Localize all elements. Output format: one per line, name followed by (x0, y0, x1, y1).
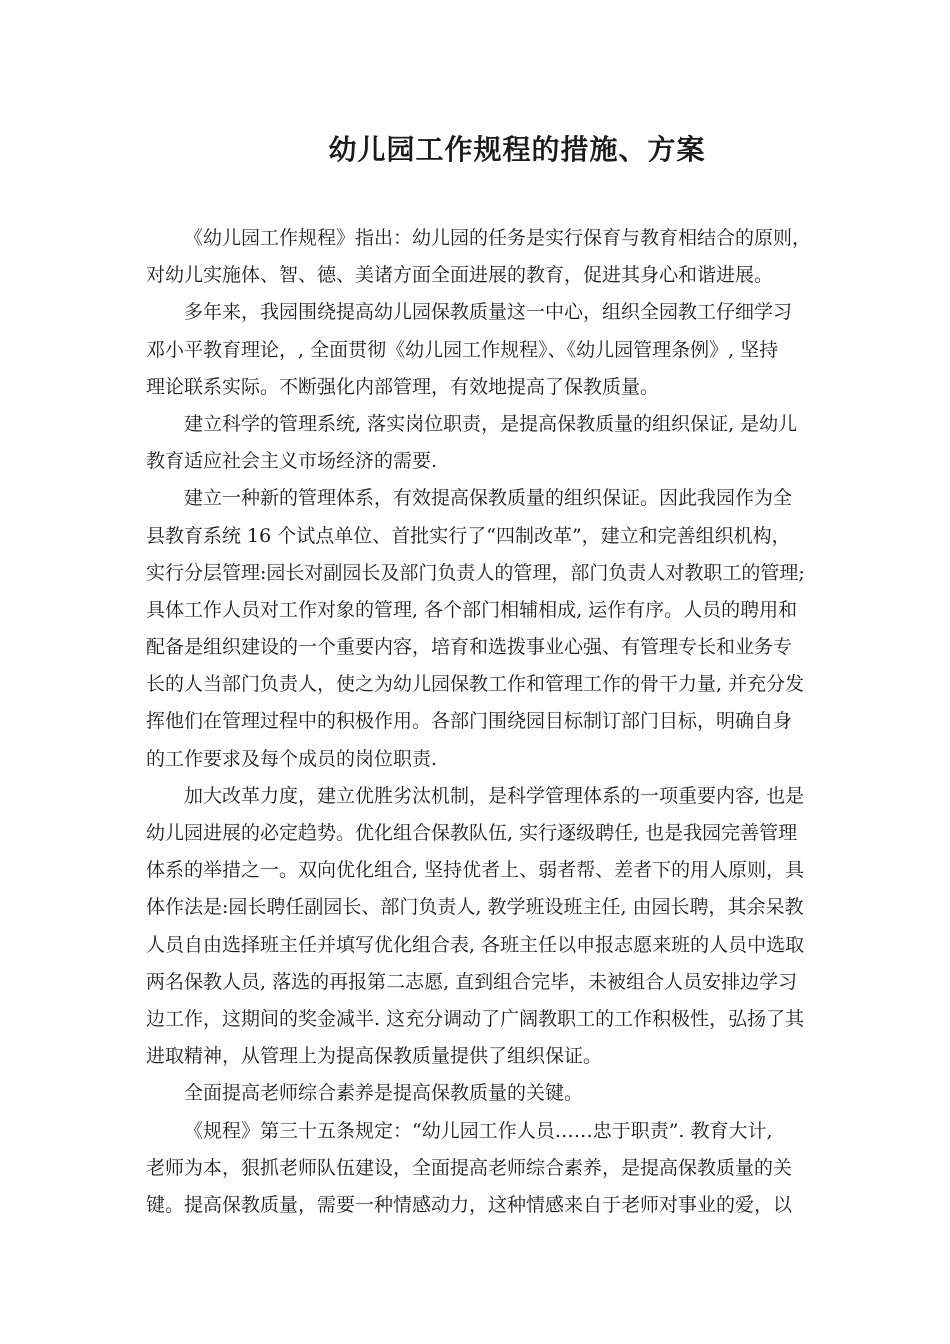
text-line: 多年来，我园围绕提高幼儿园保教质量这一中心，组织全园教工仔细学习 (184, 301, 793, 324)
text-line: 《规程》第三十五条规定：“幼儿园工作人员……忠于职责”. 教育大计, (184, 1119, 773, 1142)
text-line: 建立一种新的管理体系，有效提高保教质量的组织保证。因此我园作为全 (184, 487, 793, 510)
text-line: 体作法是:园长聘任副园长、部门负责人, 教学班设班主任, 由园长聘，其余呆教 (146, 896, 804, 919)
text-line: 全面提高老师综合素养是提高保教质量的关键。 (184, 1082, 584, 1105)
text-line: 具体工作人员对工作对象的管理, 各个部门相辅相成, 运作有序。人员的聘用和 (146, 598, 798, 621)
text-line: 老师为本，狠抓老师队伍建设，全面提高老师综合素养，是提高保教质量的关 (146, 1156, 793, 1179)
text-line: 实行分层管理:园长对副园长及部门负责人的管理，部门负责人对教职工的管理; (146, 561, 805, 584)
text-line: 理论联系实际。不断强化内部管理，有效地提高了保教质量。 (146, 375, 660, 398)
text-line: 对幼儿实施体、智、德、美诸方面全面进展的教育，促进其身心和谐进展。 (146, 264, 774, 287)
text-line: 两名保教人员, 落选的再报第二志愿, 直到组合完毕，未被组合人员安排边学习 (146, 970, 798, 993)
text-line: 幼儿园进展的必定趋势。优化组合保教队伍, 实行逐级聘任, 也是我园完善管理 (146, 822, 798, 844)
text-line: 边工作，这期间的奖金减半. 这充分调动了广阔教职工的工作积极性，弘扬了其 (146, 1007, 805, 1030)
text-line: 的工作要求及每个成员的岗位职责. (146, 747, 438, 770)
text-line: 进取精神，从管理上为提高保教质量提供了组织保证。 (146, 1045, 603, 1068)
text-line: 邓小平教育理论，, 全面贯彻《幼儿园工作规程》、《幼儿园管理条例》, 坚持 (146, 338, 779, 361)
text-line: 体系的举措之一。双向优化组合, 坚持优者上、弱者帮、差者下的用人原则，具 (146, 859, 805, 882)
text-line: 人员自由选择班主任并填写优化组合表, 各班主任以申报志愿来班的人员中选取 (146, 933, 805, 956)
text-line: 配备是组织建设的一个重要内容，培育和选拨事业心强、有管理专长和业务专 (146, 636, 793, 659)
text-line: 挥他们在管理过程中的积极作用。各部门围绕园目标制订部门目标，明确自身 (146, 710, 793, 733)
text-line: 加大改革力度，建立优胜劣汰机制，是科学管理体系的一项重要内容, 也是 (184, 784, 805, 807)
text-line: 教育适应社会主义市场经济的需要. (146, 450, 438, 473)
text-line: 《幼儿园工作规程》指出：幼儿园的任务是实行保育与教育相结合的原则， (184, 227, 812, 249)
text-line: 键。提高保教质量，需要一种情感动力，这种情感来自于老师对事业的爱，以 (146, 1193, 793, 1216)
text-line: 建立科学的管理系统, 落实岗位职责，是提高保教质量的组织保证, 是幼儿 (184, 412, 798, 435)
document-title: 幼儿园工作规程的措施、方案 (328, 133, 706, 166)
text-line: 长的人当部门负责人，使之为幼儿园保教工作和管理工作的骨干力量, 并充分发 (146, 673, 805, 696)
text-line: 县教育系统 16 个试点单位、首批实行了“四制改革”，建立和完善组织机构， (146, 524, 791, 547)
document-body (146, 220, 816, 1224)
